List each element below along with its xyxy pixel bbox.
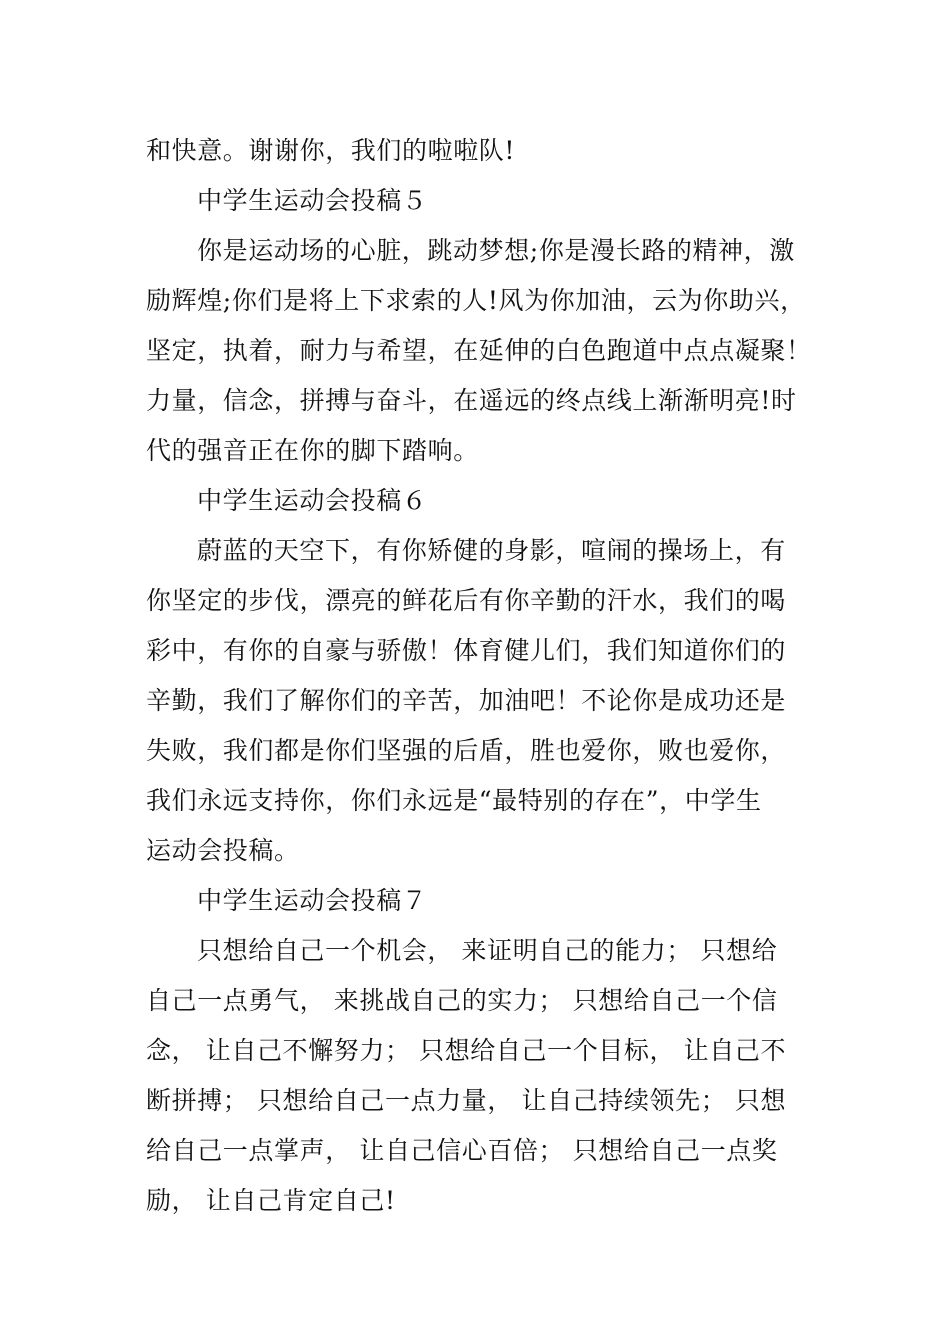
- paragraph-line: 我们永远支持你，你们永远是“最特别的存在”，中学生: [146, 786, 762, 815]
- paragraph-line: 励， 让自己肯定自己!: [146, 1186, 396, 1215]
- paragraph-line: 蔚蓝的天空下，有你矫健的身影，喧闹的操场上，有: [197, 536, 786, 565]
- paragraph-line: 念， 让自己不懈努力； 只想给自己一个目标， 让自己不: [146, 1036, 787, 1065]
- paragraph-line: 失败，我们都是你们坚强的后盾，胜也爱你，败也爱你，: [146, 736, 787, 765]
- paragraph-line: 你坚定的步伐，漂亮的鲜花后有你辛勤的汗水，我们的喝: [146, 586, 787, 615]
- paragraph-line: 彩中，有你的自豪与骄傲！体育健儿们，我们知道你们的: [146, 636, 787, 665]
- section-heading-6: 中学生运动会投稿６: [197, 486, 428, 515]
- paragraph-line: 代的强音正在你的脚下踏响。: [146, 436, 479, 465]
- paragraph-line: 励辉煌;你们是将上下求索的人!风为你加油，云为你助兴，: [146, 286, 806, 315]
- paragraph-line: 辛勤，我们了解你们的辛苦，加油吧！不论你是成功还是: [146, 686, 787, 715]
- section-heading-5: 中学生运动会投稿５: [197, 186, 428, 215]
- section-heading-7: 中学生运动会投稿７: [197, 886, 428, 915]
- paragraph-line: 给自己一点掌声， 让自己信心百倍； 只想给自己一点奖: [146, 1136, 778, 1165]
- paragraph-line: 力量，信念，拼搏与奋斗，在遥远的终点线上渐渐明亮!时: [146, 386, 797, 415]
- paragraph-line: 你是运动场的心脏，跳动梦想;你是漫长路的精神，激: [197, 236, 795, 265]
- paragraph-line: 自己一点勇气， 来挑战自己的实力； 只想给自己一个信: [146, 986, 778, 1015]
- paragraph-line: 坚定，执着，耐力与希望，在延伸的白色跑道中点点凝聚！: [146, 336, 812, 365]
- paragraph-line: 和快意。谢谢你，我们的啦啦队!: [146, 136, 516, 165]
- document-body: [146, 126, 812, 1226]
- paragraph-line: 只想给自己一个机会， 来证明自己的能力； 只想给: [197, 936, 778, 965]
- paragraph-line: 运动会投稿。: [146, 836, 300, 865]
- paragraph-line: 断拼搏； 只想给自己一点力量， 让自己持续领先； 只想: [146, 1086, 787, 1115]
